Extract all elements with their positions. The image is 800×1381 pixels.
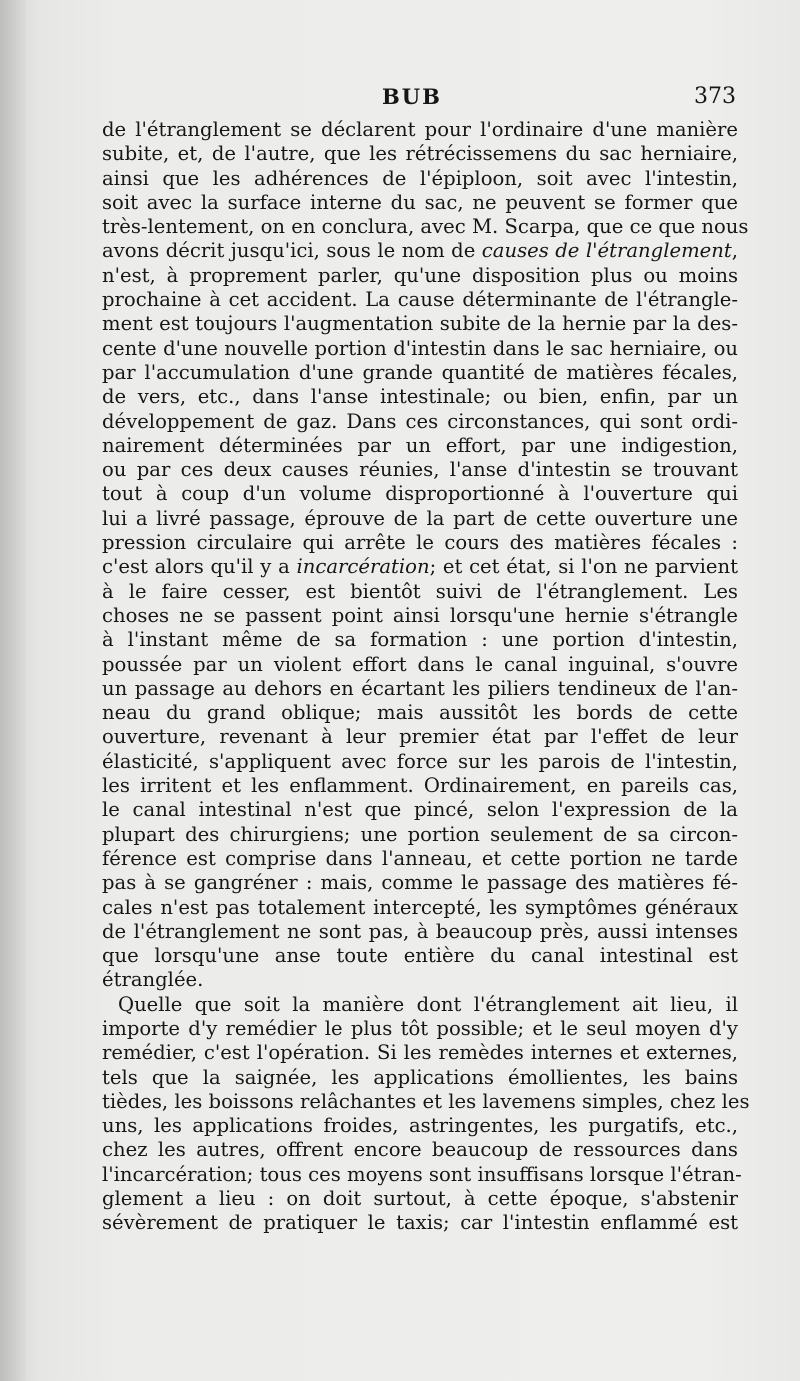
text-line: pas à se gangréner : mais, comme le passage des matières fé- [102, 871, 738, 895]
text-line: étranglée. [102, 968, 204, 992]
text-line: uns, les applications froides, astringentes, les purgatifs, etc., [102, 1114, 738, 1138]
text-line: de vers, etc., dans l'anse intestinale; ou bien, enfin, par un [102, 385, 738, 409]
text-line: très-lentement, on en conclura, avec M. Scarpa, que ce que nous [102, 215, 749, 239]
text-line: les irritent et les enflamment. Ordinairement, en pareils cas, [102, 774, 738, 798]
text-line: développement de gaz. Dans ces circonstances, qui sont ordi- [102, 409, 738, 433]
text-line: par l'accumulation d'une grande quantité de matières fécales, [102, 360, 738, 384]
running-header [100, 84, 740, 118]
text-line: chez les autres, offrent encore beaucoup de ressources dans [102, 1138, 738, 1162]
text-line: prochaine à cet accident. La cause déterminante de l'étrangle- [102, 288, 738, 312]
text-line: neau du grand oblique; mais aussitôt les bords de cette [102, 701, 738, 725]
text-line: importe d'y remédier le plus tôt possible; et le seul moyen d'y [102, 1016, 738, 1040]
text-line: nairement déterminées par un effort, par une indigestion, [102, 433, 738, 457]
text-line: poussée par un violent effort dans le canal inguinal, s'ouvre [102, 652, 738, 676]
text-line: ainsi que les adhérences de l'épiploon, soit avec l'intestin, [102, 166, 738, 190]
text-line: férence est comprise dans l'anneau, et cette portion ne tarde [102, 846, 738, 870]
text-line: choses ne se passent point ainsi lorsqu'une hernie s'étrangle [102, 603, 738, 627]
text-line: tout à coup d'un volume disproportionné à l'ouverture qui [102, 482, 738, 506]
text-line: que lorsqu'une anse toute entière du canal intestinal est [102, 944, 738, 968]
page-gutter [0, 0, 26, 1381]
text-line: le canal intestinal n'est que pincé, selon l'expression de la [102, 798, 738, 822]
text-line: ou par ces deux causes réunies, l'anse d'intestin se trouvant [102, 458, 738, 482]
text-line: tels que la saignée, les applications émollientes, les bains [102, 1065, 738, 1089]
text-line: de l'étranglement se déclarent pour l'ordinaire d'une manière [102, 118, 738, 141]
text-line: subite, et, de l'autre, que les rétrécissemens du sac herniaire, [102, 142, 738, 166]
text-line: avons décrit jusqu'ici, sous le nom de causes de l'étranglement, [102, 239, 738, 263]
page-number: 373 [694, 84, 736, 109]
text-line: pression circulaire qui arrête le cours des matières fécales : [102, 531, 738, 555]
text-line: sévèrement de pratiquer le taxis; car l'intestin enflammé est [102, 1211, 738, 1235]
text-line: glement a lieu : on doit surtout, à cette époque, s'abstenir [102, 1187, 738, 1211]
text-line: à l'instant même de sa formation : une portion d'intestin, [102, 628, 738, 652]
text-line: à le faire cesser, est bientôt suivi de l'étranglement. Les [102, 579, 738, 603]
text-line: cales n'est pas totalement intercepté, les symptômes généraux [102, 895, 738, 919]
text-line: ouverture, revenant à leur premier état par l'effet de leur [102, 725, 738, 749]
text-line: plupart des chirurgiens; une portion seulement de sa circon- [102, 822, 738, 846]
text-line: soit avec la surface interne du sac, ne peuvent se former que [102, 190, 738, 214]
text-line: élasticité, s'appliquent avec force sur les parois de l'intestin, [102, 749, 738, 773]
text-line: n'est, à proprement parler, qu'une disposition plus ou moins [102, 263, 738, 287]
text-line: c'est alors qu'il y a incarcération; et cet état, si l'on ne parvient [102, 555, 738, 579]
text-line: Quelle que soit la manière dont l'étranglement ait lieu, il [118, 992, 738, 1016]
text-line: de l'étranglement ne sont pas, à beaucoup près, aussi intenses [102, 919, 738, 943]
text-line: tièdes, les boissons relâchantes et les lavemens simples, chez les [102, 1089, 750, 1113]
text-line: lui a livré passage, éprouve de la part de cette ouverture une [102, 506, 738, 530]
body-text [102, 118, 750, 1236]
text-line: cente d'une nouvelle portion d'intestin dans le sac herniaire, ou [102, 336, 738, 360]
text-line: remédier, c'est l'opération. Si les remèdes internes et externes, [102, 1041, 738, 1065]
text-line: un passage au dehors en écartant les piliers tendineux de l'an- [102, 676, 738, 700]
running-title: BUB [382, 84, 442, 109]
text-line: l'incarcération; tous ces moyens sont insuffisans lorsque l'étran- [102, 1162, 742, 1186]
text-line: ment est toujours l'augmentation subite de la hernie par la des- [102, 312, 738, 336]
